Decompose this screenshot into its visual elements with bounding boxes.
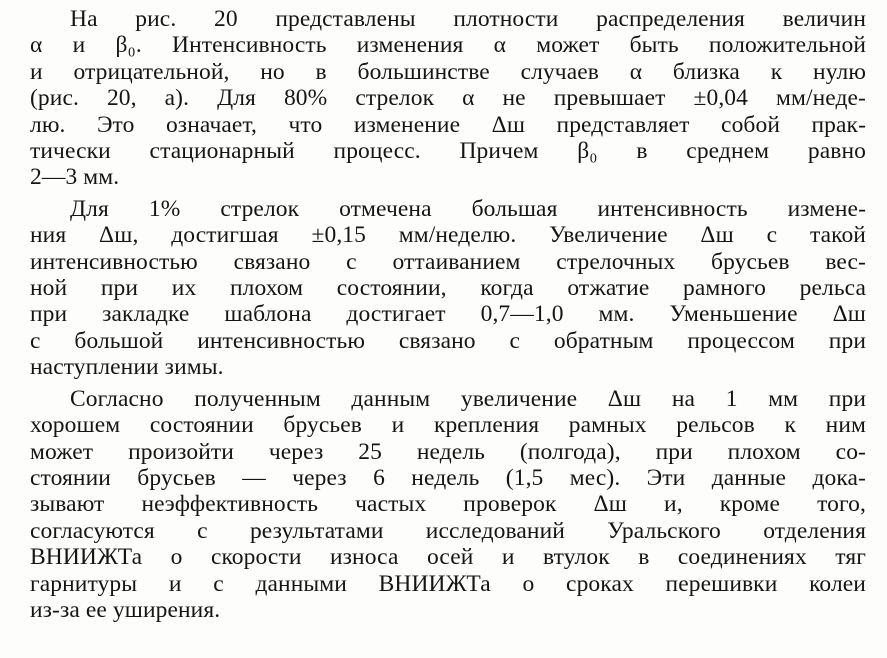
text-line: при закладке шаблона достигает 0,7—1,0 мм. Уменьшение Δш [30, 301, 866, 328]
paragraph-2 [30, 196, 866, 381]
text-line: Для 1% стрелок отмечена большая интенсивность измене- [70, 195, 866, 222]
text-line: гарнитуры и с данными ВНИИЖТа о сроках перешивки колеи [30, 570, 866, 597]
text-line: наступлении зимы. [30, 354, 224, 381]
paragraph-1 [30, 6, 866, 191]
text-line: 2—3 мм. [30, 164, 120, 191]
text-line: хорошем состоянии брусьев и крепления рамных рельсов к ним [30, 412, 866, 439]
text-line: ВНИИЖТа о скорости износа осей и втулок в соединениях тяг [30, 544, 866, 571]
text-line: стоянии брусьев — через 6 недель (1,5 мес). Эти данные дока- [30, 464, 866, 491]
text-line: может произойти через 25 недель (полгода), при плохом со- [30, 438, 866, 465]
paragraph-3 [30, 386, 866, 624]
text-line: интенсивностью связано с оттаиванием стрелочных брусьев вес- [30, 248, 866, 275]
text-line: с большой интенсивностью связано с обратным процессом при [30, 327, 866, 354]
document-body [30, 6, 866, 628]
text-line: α и β₀. Интенсивность изменения α может быть положительной [30, 32, 866, 59]
text-line: Согласно полученным данным увеличение Δш на 1 мм при [70, 385, 866, 412]
text-line: согласуются с результатами исследований Уральского отделения [30, 517, 866, 544]
text-line: ной при их плохом состоянии, когда отжатие рамного рельса [30, 275, 866, 302]
text-line: лю. Это означает, что изменение Δш представляет собой прак- [30, 111, 866, 138]
text-line: и отрицательной, но в большинстве случаев α близка к нулю [30, 58, 866, 85]
text-line: тически стационарный процесс. Причем β₀ в среднем равно [30, 138, 866, 165]
text-line: (рис. 20, а). Для 80% стрелок α не превышает ±0,04 мм/неде- [30, 85, 866, 112]
text-line: ния Δш, достигшая ±0,15 мм/неделю. Увеличение Δш с такой [30, 222, 866, 249]
text-line: На рис. 20 представлены плотности распределения величин [70, 6, 866, 32]
text-line: зывают неэффективность частых проверок Δш и, кроме того, [30, 491, 866, 518]
text-line: из-за ее уширения. [30, 596, 221, 623]
